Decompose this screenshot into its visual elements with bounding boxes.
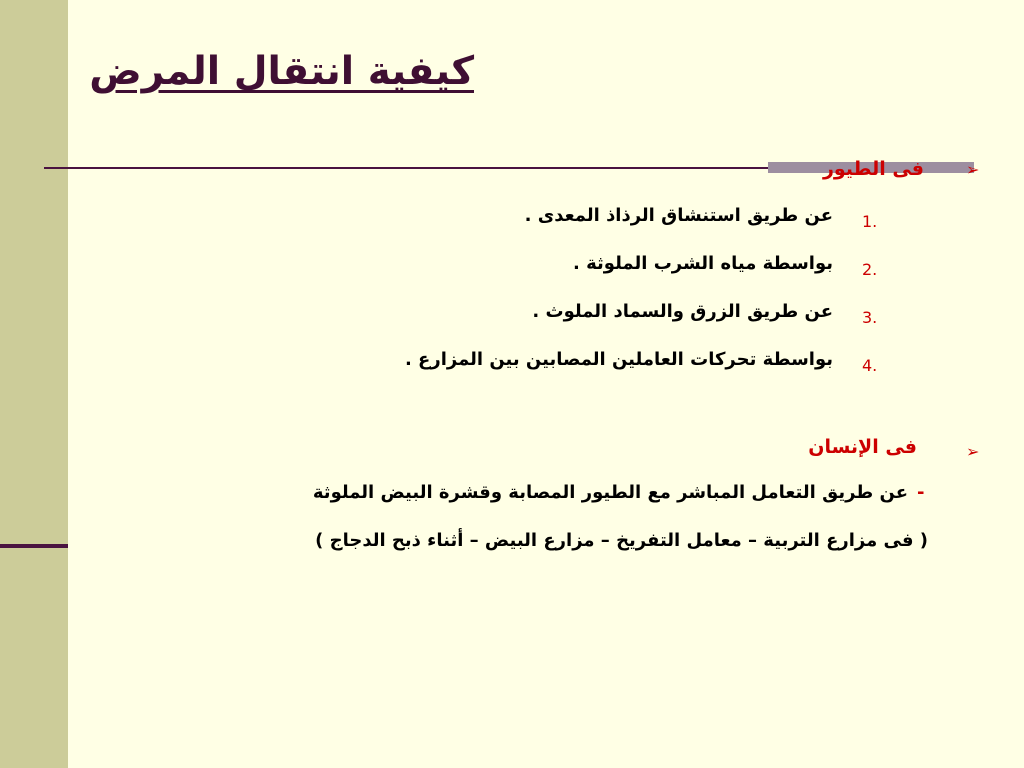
list-item: عن طريق استنشاق الرذاذ المعدى . [524,205,833,226]
section-heading-birds: فى الطيور [822,158,924,180]
arrowhead-bullet-icon: ➢ [966,442,980,461]
list-item: عن طريق الزرق والسماد الملوث . [532,301,833,322]
list-item: بواسطة تحركات العاملين المصابين بين المزارع . [404,349,833,370]
sidebar-rule [0,544,68,548]
list-item-number: 1. [862,212,878,231]
sidebar-decoration [0,0,68,768]
arrowhead-bullet-icon: ➢ [966,160,980,179]
list-item-number: 4. [862,356,878,375]
human-transmission-examples: ( فى مزارع التربية – معامل التفريخ – مزارع البيض – أثناء ذبح الدجاج ) [315,530,928,551]
list-item-number: 3. [862,308,878,327]
human-transmission-line: عن طريق التعامل المباشر مع الطيور المصابة وقشرة البيض الملوثة [312,482,908,503]
slide-title: كيفية انتقال المرض [89,49,474,94]
dash-bullet: - [917,482,925,503]
list-item: بواسطة مياه الشرب الملوثة . [573,253,833,274]
list-item-number: 2. [862,260,878,279]
title-divider-line [44,167,772,169]
section-heading-humans: فى الإنسان [808,436,917,458]
